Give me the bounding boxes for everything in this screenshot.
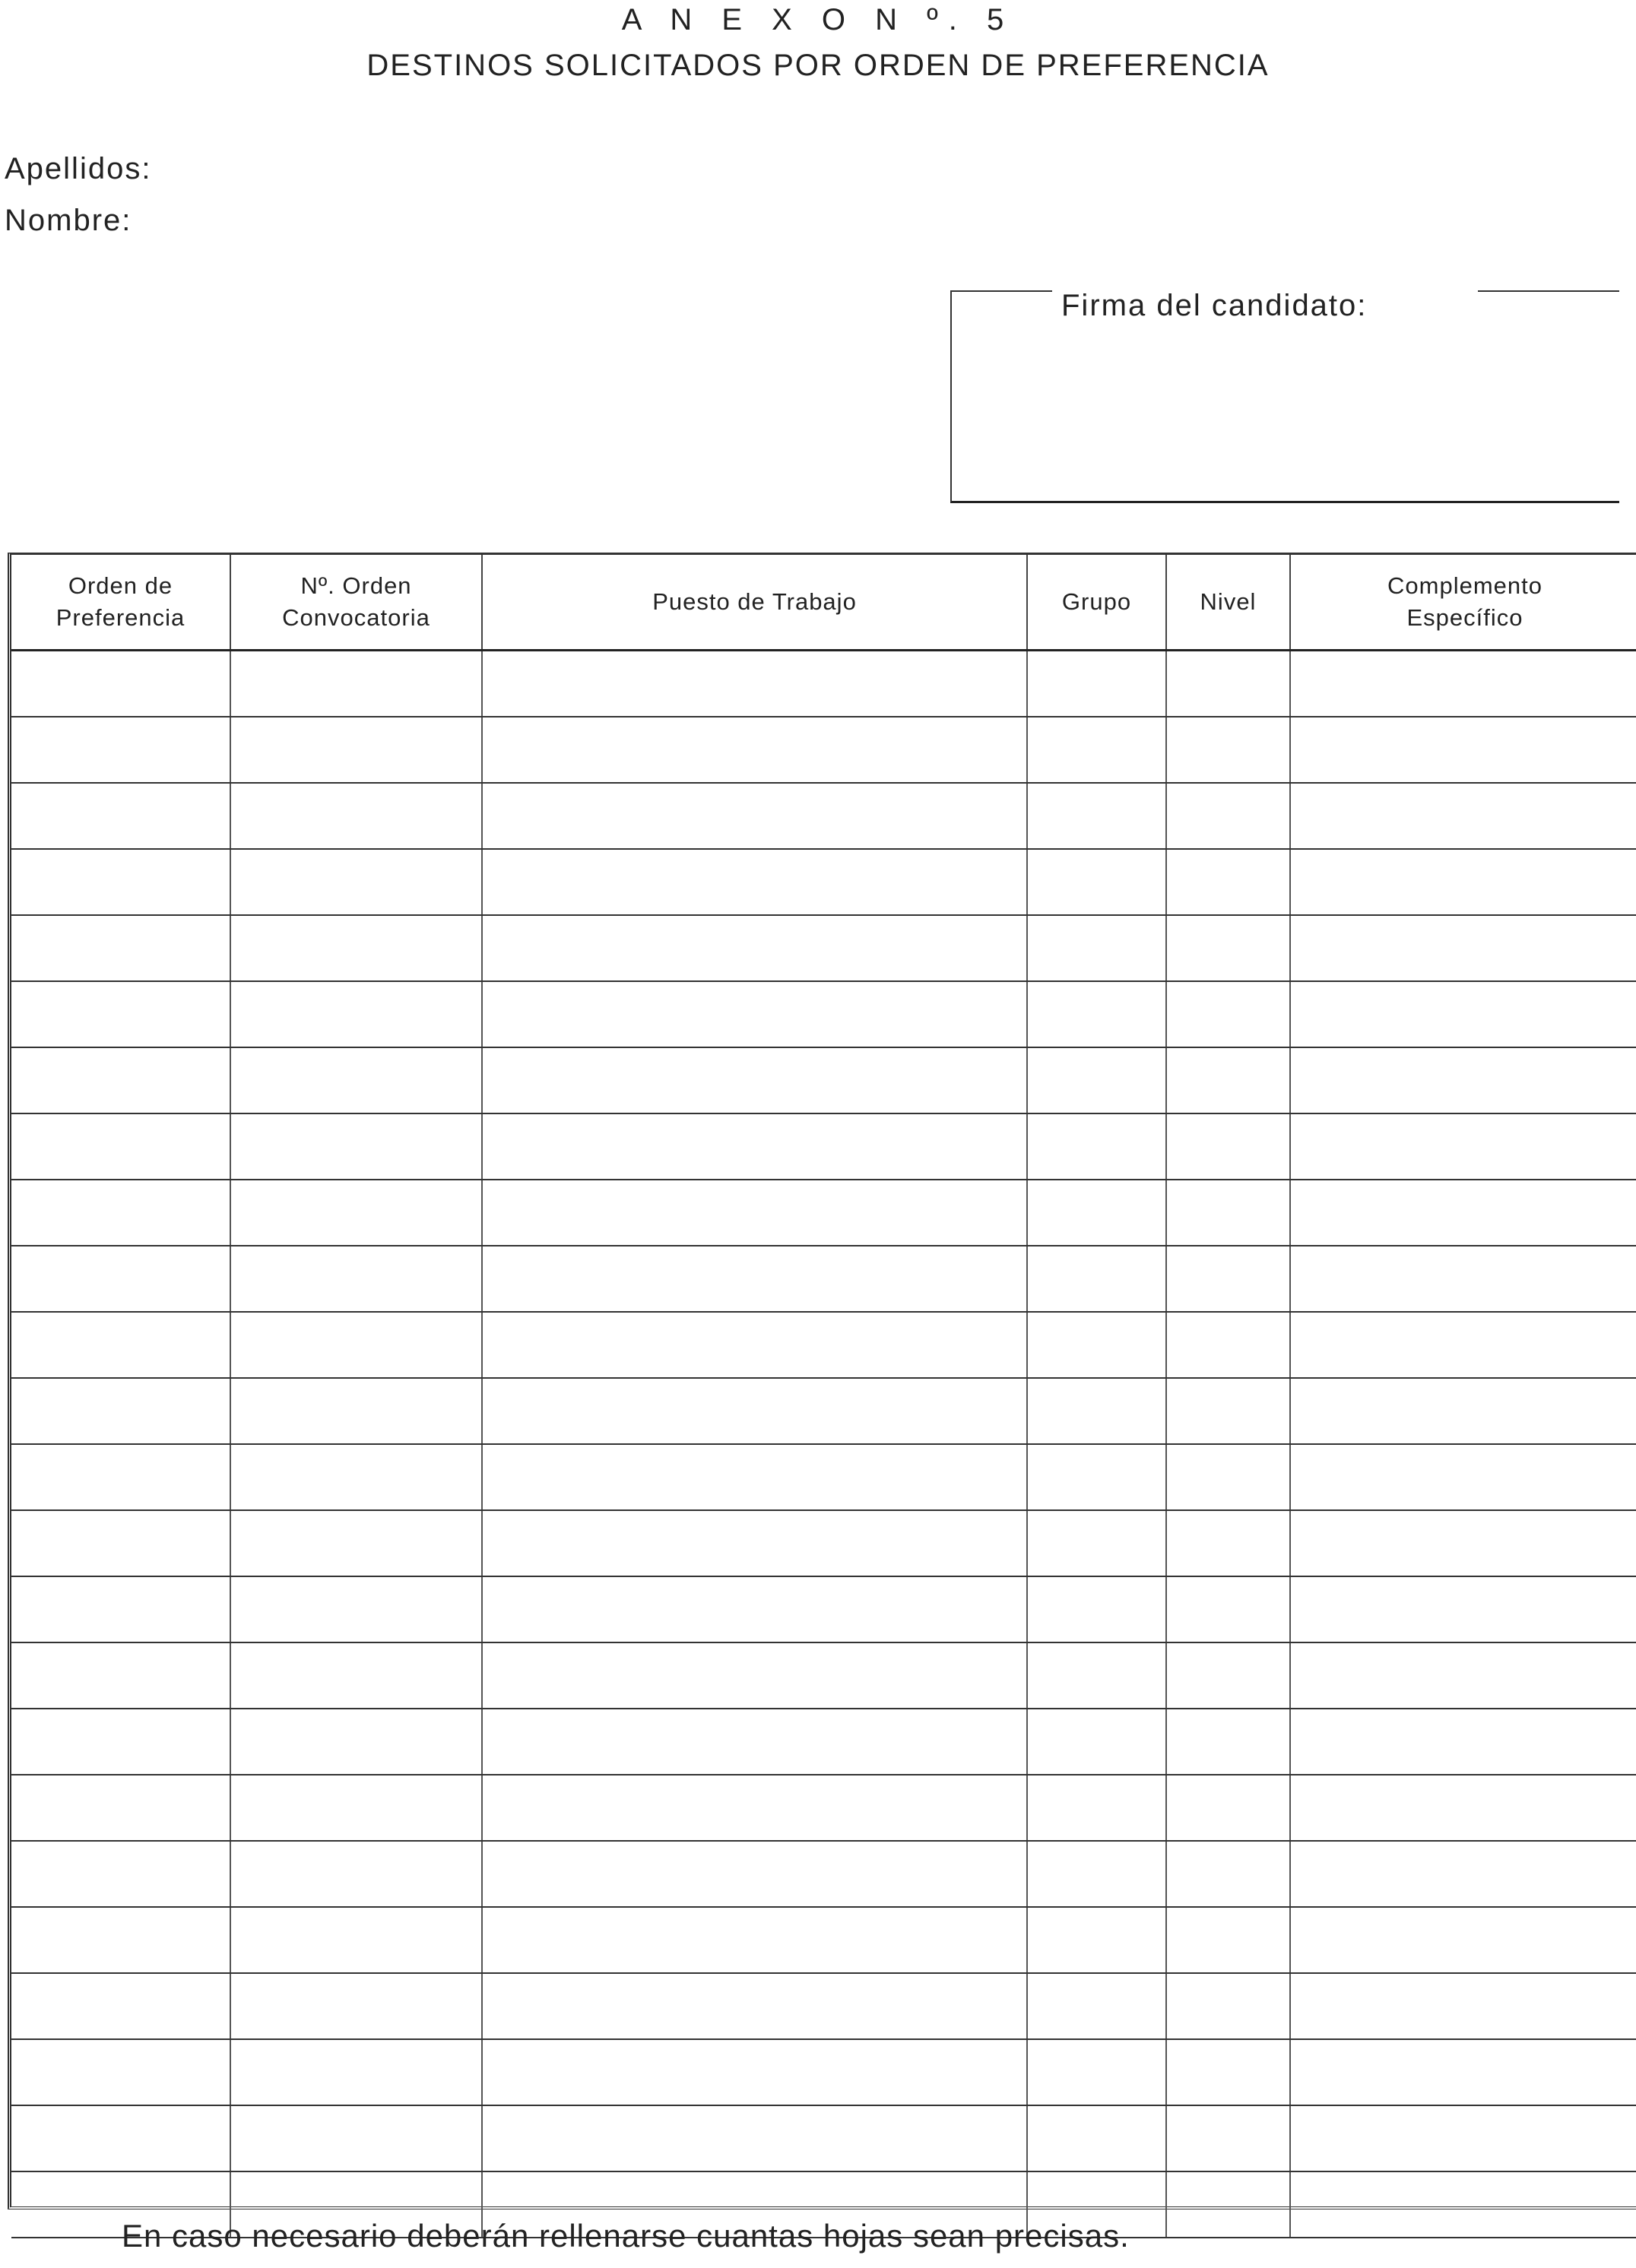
table-row <box>11 1907 1636 1973</box>
table-cell[interactable] <box>230 1973 482 2039</box>
table-row <box>11 1510 1636 1576</box>
table-cell[interactable] <box>1027 651 1166 717</box>
table-cell[interactable] <box>230 1709 482 1775</box>
table-cell[interactable] <box>1290 849 1636 915</box>
table-cell[interactable] <box>1027 1047 1166 1113</box>
table-cell[interactable] <box>1166 981 1290 1047</box>
table-row <box>11 1444 1636 1510</box>
table-cell[interactable] <box>11 1312 230 1378</box>
table-cell[interactable] <box>482 1444 1027 1510</box>
table-cell[interactable] <box>1290 2105 1636 2171</box>
table-cell[interactable] <box>11 651 230 717</box>
table-cell[interactable] <box>1290 1312 1636 1378</box>
table-cell[interactable] <box>11 1047 230 1113</box>
col-header-line: Grupo <box>1061 588 1132 615</box>
table-cell[interactable] <box>1290 1378 1636 1444</box>
table-cell[interactable] <box>1290 1047 1636 1113</box>
col-header-orden-preferencia <box>11 555 230 651</box>
table-cell[interactable] <box>230 1642 482 1709</box>
table-cell[interactable] <box>1166 1775 1290 1841</box>
table-cell[interactable] <box>1290 1642 1636 1709</box>
table-cell[interactable] <box>1027 981 1166 1047</box>
table-cell[interactable] <box>482 783 1027 849</box>
table-cell[interactable] <box>1027 1180 1166 1246</box>
table-cell[interactable] <box>1166 1973 1290 2039</box>
table-cell[interactable] <box>1166 1907 1290 1973</box>
table-cell[interactable] <box>482 981 1027 1047</box>
table-cell[interactable] <box>482 1907 1027 1973</box>
table-cell[interactable] <box>1290 1775 1636 1841</box>
table-cell[interactable] <box>1166 1510 1290 1576</box>
table-row <box>11 1180 1636 1246</box>
table-cell[interactable] <box>11 1907 230 1973</box>
table-cell[interactable] <box>1166 849 1290 915</box>
table-cell[interactable] <box>230 1576 482 1642</box>
table-cell[interactable] <box>11 1973 230 2039</box>
table-cell[interactable] <box>1166 1113 1290 1180</box>
table-row <box>11 783 1636 849</box>
table-cell[interactable] <box>1290 717 1636 783</box>
table-cell[interactable] <box>1027 1907 1166 1973</box>
table-cell[interactable] <box>1290 1973 1636 2039</box>
table-cell[interactable] <box>1166 2105 1290 2171</box>
table-row <box>11 981 1636 1047</box>
table-cell[interactable] <box>1290 2039 1636 2105</box>
table-row <box>11 1312 1636 1378</box>
table-row <box>11 2105 1636 2171</box>
table-cell[interactable] <box>1290 1444 1636 1510</box>
table-cell[interactable] <box>1166 915 1290 981</box>
table-body <box>11 651 1636 2238</box>
table-cell[interactable] <box>482 1709 1027 1775</box>
table-cell[interactable] <box>1166 1709 1290 1775</box>
table-cell[interactable] <box>1290 651 1636 717</box>
table-cell[interactable] <box>482 915 1027 981</box>
table-cell[interactable] <box>1027 1312 1166 1378</box>
signature-label: Firma del candidato: <box>1061 289 1368 322</box>
table-cell[interactable] <box>230 1378 482 1444</box>
table-cell[interactable] <box>230 1246 482 1312</box>
table-cell[interactable] <box>1027 1113 1166 1180</box>
table-cell[interactable] <box>1290 981 1636 1047</box>
table-cell[interactable] <box>230 1510 482 1576</box>
table-cell[interactable] <box>482 1973 1027 2039</box>
table-cell[interactable] <box>1027 1246 1166 1312</box>
apellidos-label: Apellidos: <box>5 152 152 185</box>
table-cell[interactable] <box>230 2105 482 2171</box>
table-row <box>11 1642 1636 1709</box>
col-header-complemento-especifico <box>1290 555 1636 651</box>
table-cell[interactable] <box>230 1312 482 1378</box>
table-cell[interactable] <box>1166 2039 1290 2105</box>
table-cell[interactable] <box>1290 1907 1636 1973</box>
table-cell[interactable] <box>11 2039 230 2105</box>
table-cell[interactable] <box>230 1444 482 1510</box>
table-cell[interactable] <box>11 981 230 1047</box>
table-row <box>11 1047 1636 1113</box>
table-row <box>11 1973 1636 2039</box>
table-cell[interactable] <box>1027 2039 1166 2105</box>
table-cell[interactable] <box>482 2105 1027 2171</box>
table-cell[interactable] <box>482 849 1027 915</box>
table-cell[interactable] <box>230 1047 482 1113</box>
table-row <box>11 1576 1636 1642</box>
table-cell[interactable] <box>230 981 482 1047</box>
table-row <box>11 1709 1636 1775</box>
table-cell[interactable] <box>11 783 230 849</box>
table-cell[interactable] <box>230 783 482 849</box>
col-header-line: Convocatoria <box>282 604 430 631</box>
table-cell[interactable] <box>1027 2105 1166 2171</box>
table-row <box>11 651 1636 717</box>
table-cell[interactable] <box>1027 783 1166 849</box>
table-cell[interactable] <box>11 1709 230 1775</box>
table-cell[interactable] <box>11 1775 230 1841</box>
table-row <box>11 1113 1636 1180</box>
preferences-table-frame <box>8 553 1636 2209</box>
table-cell[interactable] <box>1027 1510 1166 1576</box>
table-cell[interactable] <box>1290 783 1636 849</box>
table-cell[interactable] <box>11 1576 230 1642</box>
table-cell[interactable] <box>11 717 230 783</box>
table-cell[interactable] <box>482 651 1027 717</box>
table-row <box>11 1246 1636 1312</box>
table-row <box>11 915 1636 981</box>
table-cell[interactable] <box>1166 717 1290 783</box>
col-header-line: Puesto de Trabajo <box>652 588 857 615</box>
table-cell[interactable] <box>1027 717 1166 783</box>
col-header-line: Específico <box>1406 604 1523 631</box>
table-cell[interactable] <box>1027 1709 1166 1775</box>
table-cell[interactable] <box>1290 1246 1636 1312</box>
table-cell[interactable] <box>482 717 1027 783</box>
table-cell[interactable] <box>1027 915 1166 981</box>
table-cell[interactable] <box>1166 1180 1290 1246</box>
annex-title: A N E X O N º. 5 <box>621 3 1015 36</box>
col-header-line: Orden de <box>68 572 173 599</box>
table-cell[interactable] <box>1166 1246 1290 1312</box>
table-cell[interactable] <box>1166 1576 1290 1642</box>
table-cell[interactable] <box>1290 2171 1636 2238</box>
col-header-line: Complemento <box>1387 572 1542 599</box>
table-cell[interactable] <box>230 915 482 981</box>
table-cell[interactable] <box>1166 1841 1290 1907</box>
table-cell[interactable] <box>230 1180 482 1246</box>
table-cell[interactable] <box>1290 1510 1636 1576</box>
table-cell[interactable] <box>11 1444 230 1510</box>
col-header-puesto-trabajo <box>482 555 1027 651</box>
table-cell[interactable] <box>1290 915 1636 981</box>
table-cell[interactable] <box>1166 1444 1290 1510</box>
table-row <box>11 849 1636 915</box>
table-cell[interactable] <box>1166 651 1290 717</box>
table-cell[interactable] <box>11 2105 230 2171</box>
form-subtitle: DESTINOS SOLICITADOS POR ORDEN DE PREFERENCIA <box>366 49 1270 82</box>
table-cell[interactable] <box>1166 2171 1290 2238</box>
col-header-line: Nº. Orden <box>300 572 412 599</box>
table-cell[interactable] <box>230 1841 482 1907</box>
col-header-line: Nivel <box>1200 588 1257 615</box>
table-cell[interactable] <box>1166 1047 1290 1113</box>
table-header-row <box>11 555 1636 651</box>
table-cell[interactable] <box>1290 1709 1636 1775</box>
table-cell[interactable] <box>11 1113 230 1180</box>
table-cell[interactable] <box>230 1775 482 1841</box>
table-cell[interactable] <box>230 1907 482 1973</box>
table-row <box>11 1378 1636 1444</box>
table-cell[interactable] <box>1290 1113 1636 1180</box>
footer-note: En caso necesario deberán rellenarse cuantas hojas sean precisas. <box>122 2218 1130 2254</box>
table-cell[interactable] <box>230 651 482 717</box>
table-cell[interactable] <box>1166 1378 1290 1444</box>
table-cell[interactable] <box>1290 1576 1636 1642</box>
table-cell[interactable] <box>1166 1642 1290 1709</box>
table-cell[interactable] <box>230 1113 482 1180</box>
table-cell[interactable] <box>1166 1312 1290 1378</box>
table-cell[interactable] <box>482 1113 1027 1180</box>
table-cell[interactable] <box>1027 1642 1166 1709</box>
table-cell[interactable] <box>1027 1378 1166 1444</box>
table-cell[interactable] <box>482 1841 1027 1907</box>
table-cell[interactable] <box>1166 783 1290 849</box>
preferences-table <box>11 555 1636 2238</box>
table-cell[interactable] <box>1027 1576 1166 1642</box>
table-cell[interactable] <box>11 1642 230 1709</box>
table-cell[interactable] <box>11 915 230 981</box>
table-cell[interactable] <box>230 849 482 915</box>
table-cell[interactable] <box>230 2039 482 2105</box>
table-row <box>11 2039 1636 2105</box>
table-cell[interactable] <box>482 1047 1027 1113</box>
table-cell[interactable] <box>1027 1444 1166 1510</box>
table-cell[interactable] <box>11 849 230 915</box>
table-cell[interactable] <box>1290 1180 1636 1246</box>
table-row <box>11 717 1636 783</box>
table-cell[interactable] <box>1027 1973 1166 2039</box>
table-cell[interactable] <box>1027 849 1166 915</box>
table-cell[interactable] <box>482 1180 1027 1246</box>
table-cell[interactable] <box>482 1576 1027 1642</box>
table-cell[interactable] <box>482 2039 1027 2105</box>
table-row <box>11 1775 1636 1841</box>
col-header-line: Preferencia <box>55 604 185 631</box>
table-cell[interactable] <box>482 1642 1027 1709</box>
table-cell[interactable] <box>1290 1841 1636 1907</box>
table-cell[interactable] <box>230 717 482 783</box>
table-cell[interactable] <box>482 1378 1027 1444</box>
col-header-orden-convocatoria <box>230 555 482 651</box>
table-cell[interactable] <box>482 1510 1027 1576</box>
table-cell[interactable] <box>11 1378 230 1444</box>
table-row <box>11 1841 1636 1907</box>
table-cell[interactable] <box>482 1246 1027 1312</box>
table-cell[interactable] <box>11 1841 230 1907</box>
col-header-grupo <box>1027 555 1166 651</box>
table-cell[interactable] <box>1027 1775 1166 1841</box>
table-cell[interactable] <box>11 1510 230 1576</box>
table-cell[interactable] <box>11 1180 230 1246</box>
nombre-label: Nombre: <box>5 204 132 237</box>
table-cell[interactable] <box>482 1312 1027 1378</box>
table-cell[interactable] <box>482 1775 1027 1841</box>
col-header-nivel <box>1166 555 1290 651</box>
table-cell[interactable] <box>1027 1841 1166 1907</box>
table-cell[interactable] <box>11 1246 230 1312</box>
